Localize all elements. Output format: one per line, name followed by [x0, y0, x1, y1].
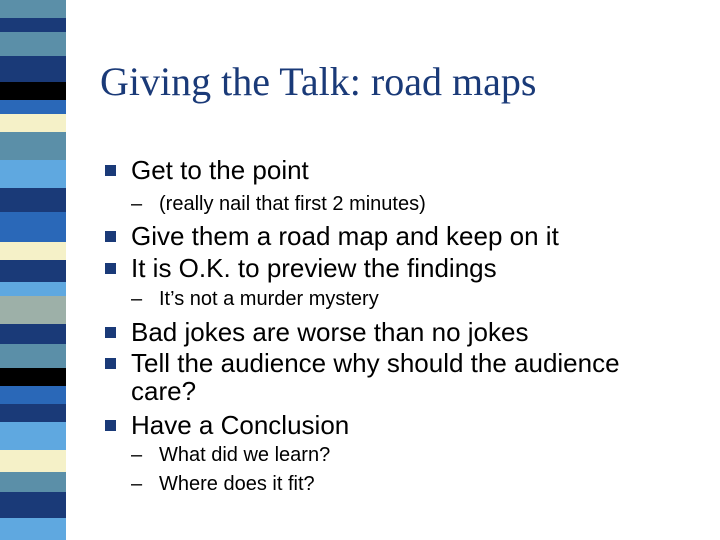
- bullet-text-continuation: care?: [131, 376, 197, 406]
- sub-bullet-text: (really nail that first 2 minutes): [159, 193, 426, 215]
- sub-bullet-text: What did we learn?: [159, 444, 331, 466]
- sub-bullet-marker: –: [131, 444, 143, 466]
- bullet-text: Give them a road map and keep on it: [131, 221, 559, 251]
- slide-title: Giving the Talk: road maps: [100, 59, 537, 104]
- bullet-text: Tell the audience why should the audience: [131, 348, 620, 378]
- bullet-text: It is O.K. to preview the findings: [131, 253, 497, 283]
- sub-bullet-marker: –: [131, 193, 143, 215]
- sub-bullet-marker: –: [131, 288, 143, 310]
- square-bullet-icon: [105, 420, 116, 431]
- square-bullet-icon: [105, 327, 116, 338]
- sub-bullet-text: It’s not a murder mystery: [159, 288, 379, 310]
- sub-bullet-text: Where does it fit?: [159, 473, 315, 495]
- square-bullet-icon: [105, 231, 116, 242]
- bullet-text: Have a Conclusion: [131, 410, 350, 440]
- square-bullet-icon: [105, 165, 116, 176]
- bullet-text: Get to the point: [131, 155, 309, 185]
- square-bullet-icon: [105, 358, 116, 369]
- bullet-text: Bad jokes are worse than no jokes: [131, 317, 529, 347]
- square-bullet-icon: [105, 263, 116, 274]
- sub-bullet-marker: –: [131, 473, 143, 495]
